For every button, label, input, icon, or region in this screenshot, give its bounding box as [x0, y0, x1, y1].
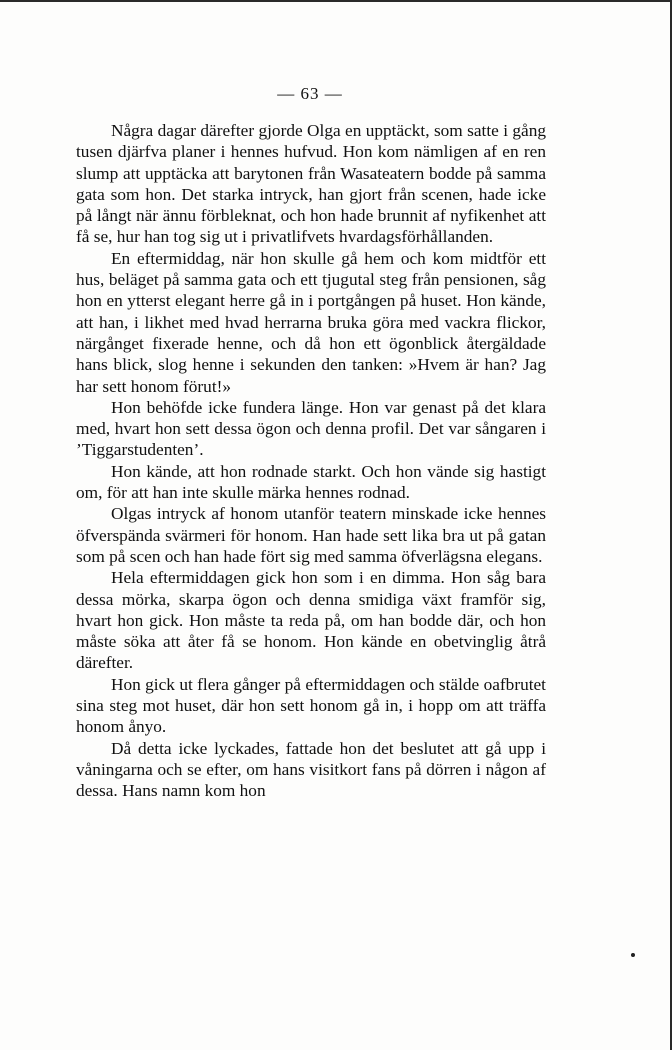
- paragraph: Då detta icke lyckades, fattade hon det beslutet att gå upp i våningarna och se efter, om hans visitkort fans på dörren i någon af dessa. Hans namn kom hon: [76, 738, 546, 801]
- paragraph: Hon kände, att hon rodnade starkt. Och hon vände sig hastigt om, för att han inte skulle märka hennes rodnad.: [76, 461, 546, 503]
- page-top-edge: [0, 0, 672, 2]
- body-text: [76, 120, 546, 802]
- paragraph: Hon behöfde icke fundera länge. Hon var genast på det klara med, hvart hon sett dessa ögon och denna profil. Det var sångaren i ’Tiggarstudenten’.: [76, 397, 546, 460]
- paragraph: Några dagar därefter gjorde Olga en upptäckt, som satte i gång tusen djärfva planer i hennes hufvud. Hon kom nämligen af en ren slump att upptäcka att barytonen från Wasateatern bodde på samma gata som hon. Det starka intryck, han gjort från scenen, hade icke på långt när ännu förbleknat, och hon hade brunnit af nyfikenhet att få se, hur han tog sig ut i privatlifvets hvardagsförhållanden.: [76, 121, 546, 247]
- paragraph: Hela eftermiddagen gick hon som i en dimma. Hon såg bara dessa mörka, skarpa ögon och denna smidiga växt framför sig, hvart hon gick. Hon måste ta reda på, om han bodde där, och hon måste söka att åter få se honom. Hon kände en obetvinglig åtrå därefter.: [76, 568, 546, 673]
- paragraph: Olgas intryck af honom utanför teatern minskade icke hennes öfverspända svärmeri för honom. Han hade sett lika bra ut på gatan som på scen och han hade fört sig med samma öfverlägsna elegans.: [76, 504, 546, 566]
- ink-speck: [631, 953, 635, 957]
- page-number: — 63 —: [277, 84, 343, 103]
- paragraph: En eftermiddag, när hon skulle gå hem och kom midtför ett hus, beläget på samma gata och ett tjugutal steg från pensionen, såg hon en ytterst elegant herre gå in i portgången på huset. Hon kände, att han, i likhet med hvad herrarna bruka göra med vackra flickor, närgånget fixerade henne, och då hon ett ögonblick återgäldade hans blick, slog henne i sekunden den tanken: »Hvem är han? Jag har sett honom förut!»: [76, 248, 546, 396]
- paragraph: Hon gick ut flera gånger på eftermiddagen och stälde oafbrutet sina steg mot huset, där hon sett honom gå in, i hopp om att träffa honom ånyo.: [76, 674, 546, 737]
